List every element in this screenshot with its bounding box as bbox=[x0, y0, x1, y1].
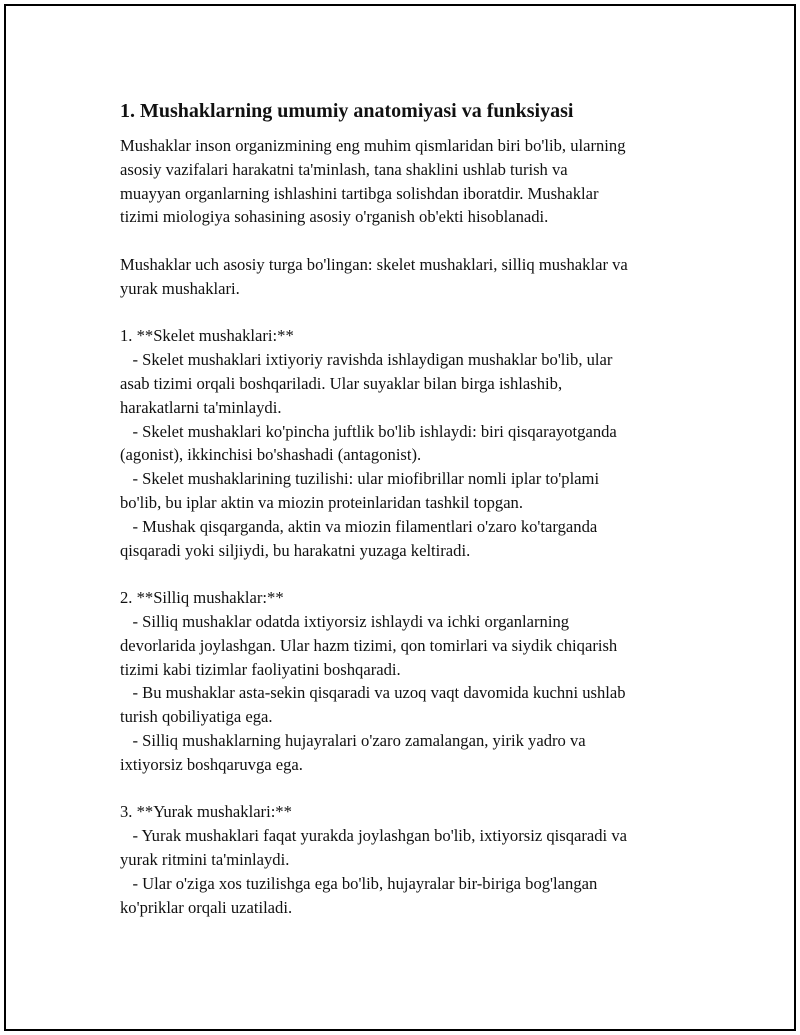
document-body: Mushaklar inson organizmining eng muhim qismlaridan biri bo'lib, ularning asosiy vazifalari harakatni ta'minlash, tana shaklini ushlab turish va muayyan organlarning ishlashini tartibga solishdan iboratdir. Mushaklar tizimi miologiya sohasining asosiy o'rganish ob'ekti hisoblanadi. Mushaklar uch asosiy turga bo'lingan: skelet mushaklari, silliq mushaklar va yurak mushaklari. 1. **Skelet mushaklari:** - Skelet mushaklari ixtiyoriy ravishda ishlaydigan mushaklar bo'lib, ular asab tizimi orqali boshqariladi. Ular suyaklar bilan birga ishlashib, harakatlarni ta'minlaydi. - Skelet mushaklari ko'pincha juftlik bo'lib ishlaydi: biri qisqarayotganda (agonist), ikkinchisi bo'shashadi (antagonist). - Skelet mushaklarining tuzilishi: ular miofibrillar nomli iplar to'plami bo'lib, bu iplar aktin va miozin proteinlaridan tashkil topgan. - Mushak qisqarganda, aktin va miozin filamentlari o'zaro ko'targanda qisqaradi yoki siljiydi, bu harakatni yuzaga keltiradi. 2. **Silliq mushaklar:** - Silliq mushaklar odatda ixtiyorsiz ishlaydi va ichki organlarning devorlarida joylashgan. Ular hazm tizimi, qon tomirlari va siydik chiqarish tizimi kabi tizimlar faoliyatini boshqaradi. - Bu mushaklar asta-sekin qisqaradi va uzoq vaqt davomida kuchni ushlab turish qobiliyatiga ega. - Silliq mushaklarning hujayralari o'zaro zamalangan, yirik yadro va ixtiyorsiz boshqaruvga ega. 3. **Yurak mushaklari:** - Yurak mushaklari faqat yurakda joylashgan bo'lib, ixtiyorsiz qisqaradi va yurak ritmini ta'minlaydi. - Ular o'ziga xos tuzilishga ega bo'lib, hujayralar bir-biriga bog'langan ko'priklar orqali uzatiladi. bbox=[120, 136, 628, 917]
page-title: 1. Mushaklarning umumiy anatomiyasi va funksiyasi bbox=[120, 100, 574, 122]
document-content bbox=[120, 98, 700, 919]
page-frame bbox=[4, 4, 796, 1031]
